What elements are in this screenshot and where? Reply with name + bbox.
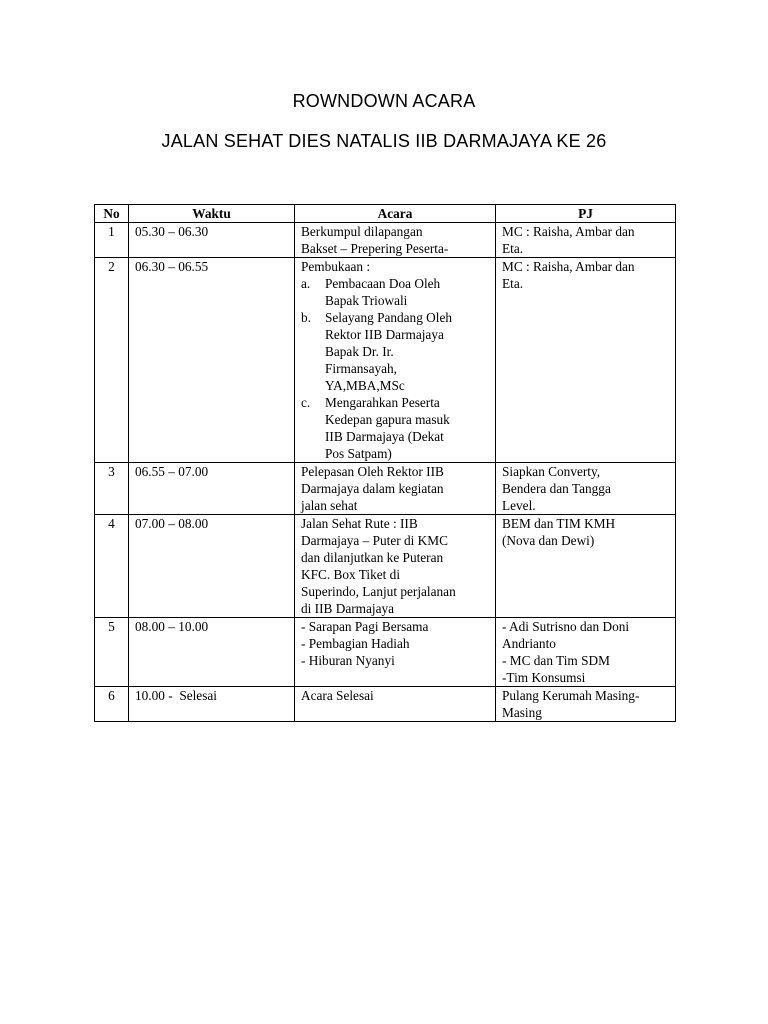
cell-line: Eta. bbox=[502, 276, 524, 291]
cell-line: di IIB Darmajaya bbox=[301, 601, 395, 616]
cell-pj bbox=[496, 515, 676, 618]
cell-line: Bapak Triowali bbox=[325, 293, 408, 308]
cell-line: -Tim Konsumsi bbox=[502, 670, 586, 685]
cell-line: Berkumpul dilapangan bbox=[301, 224, 423, 239]
list-item bbox=[301, 309, 489, 394]
cell-line: IIB Darmajaya (Dekat bbox=[325, 429, 444, 444]
cell-no: 3 bbox=[95, 463, 129, 515]
cell-line: - Sarapan Pagi Bersama bbox=[301, 619, 429, 634]
cell-acara bbox=[295, 223, 496, 258]
cell-line: Pembacaan Doa Oleh bbox=[325, 276, 441, 291]
list-marker: a. bbox=[301, 276, 311, 291]
table-header-row bbox=[95, 205, 676, 223]
cell-line: Andrianto bbox=[502, 636, 556, 651]
cell-waktu: 06.55 – 07.00 bbox=[129, 463, 295, 515]
table-row bbox=[95, 223, 676, 258]
cell-line: Jalan Sehat Rute : IIB bbox=[301, 516, 418, 531]
cell-line: Selayang Pandang Oleh bbox=[325, 310, 453, 325]
table-row bbox=[95, 258, 676, 463]
cell-line: YA,MBA,MSc bbox=[325, 378, 405, 393]
cell-line: Firmansayah, bbox=[325, 361, 398, 376]
cell-line: Level. bbox=[502, 498, 536, 513]
cell-line: Bakset – Prepering Peserta- bbox=[301, 241, 449, 256]
cell-line: Darmajaya – Puter di KMC bbox=[301, 533, 448, 548]
list-marker: c. bbox=[301, 395, 311, 410]
header-pj: PJ bbox=[496, 205, 676, 223]
table-row bbox=[95, 463, 676, 515]
cell-no: 1 bbox=[95, 223, 129, 258]
cell-line: Rektor IIB Darmajaya bbox=[325, 327, 444, 342]
cell-line: Superindo, Lanjut perjalanan bbox=[301, 584, 456, 599]
cell-line: Bendera dan Tangga bbox=[502, 481, 611, 496]
cell-acara bbox=[295, 618, 496, 687]
list-item bbox=[301, 394, 489, 462]
cell-line: Eta. bbox=[502, 241, 524, 256]
header-waktu: Waktu bbox=[129, 205, 295, 223]
cell-line: Pelepasan Oleh Rektor IIB bbox=[301, 464, 444, 479]
cell-line: Kedepan gapura masuk bbox=[325, 412, 450, 427]
cell-line: - Pembagian Hadiah bbox=[301, 636, 410, 651]
cell-pj bbox=[496, 687, 676, 722]
cell-waktu: 08.00 – 10.00 bbox=[129, 618, 295, 687]
cell-waktu: 10.00 - Selesai bbox=[129, 687, 295, 722]
cell-line: - MC dan Tim SDM bbox=[502, 653, 610, 668]
cell-line: MC : Raisha, Ambar dan bbox=[502, 259, 635, 274]
cell-waktu: 06.30 – 06.55 bbox=[129, 258, 295, 463]
cell-no: 6 bbox=[95, 687, 129, 722]
rundown-table bbox=[94, 204, 676, 722]
cell-line: jalan sehat bbox=[301, 498, 358, 513]
document-subtitle: JALAN SEHAT DIES NATALIS IIB DARMAJAYA KE 26 bbox=[161, 131, 607, 151]
table-row bbox=[95, 515, 676, 618]
document-title: ROWNDOWN ACARA bbox=[292, 91, 476, 111]
cell-line: - Adi Sutrisno dan Doni bbox=[502, 619, 630, 634]
cell-line: Bapak Dr. Ir. bbox=[325, 344, 394, 359]
cell-line: Masing bbox=[502, 705, 542, 720]
cell-line: KFC. Box Tiket di bbox=[301, 567, 401, 582]
cell-waktu: 07.00 – 08.00 bbox=[129, 515, 295, 618]
header-no: No bbox=[95, 205, 129, 223]
list-marker: b. bbox=[301, 310, 311, 325]
cell-pj bbox=[496, 258, 676, 463]
cell-line: Acara Selesai bbox=[301, 688, 374, 703]
cell-acara bbox=[295, 258, 496, 463]
cell-waktu: 05.30 – 06.30 bbox=[129, 223, 295, 258]
cell-line: MC : Raisha, Ambar dan bbox=[502, 224, 635, 239]
cell-acara bbox=[295, 515, 496, 618]
cell-pj bbox=[496, 463, 676, 515]
cell-line: BEM dan TIM KMH bbox=[502, 516, 616, 531]
table-row bbox=[95, 687, 676, 722]
cell-line: - Hiburan Nyanyi bbox=[301, 653, 395, 668]
cell-line: Siapkan Converty, bbox=[502, 464, 601, 479]
header-acara: Acara bbox=[295, 205, 496, 223]
cell-line: Pembukaan : bbox=[301, 259, 371, 274]
cell-line: Mengarahkan Peserta bbox=[325, 395, 440, 410]
cell-acara bbox=[295, 463, 496, 515]
cell-pj bbox=[496, 223, 676, 258]
cell-line: Pulang Kerumah Masing- bbox=[502, 688, 640, 703]
cell-line: Pos Satpam) bbox=[325, 446, 392, 461]
cell-acara bbox=[295, 687, 496, 722]
cell-no: 2 bbox=[95, 258, 129, 463]
cell-no: 5 bbox=[95, 618, 129, 687]
table-row bbox=[95, 618, 676, 687]
cell-line: dan dilanjutkan ke Puteran bbox=[301, 550, 444, 565]
cell-line: Darmajaya dalam kegiatan bbox=[301, 481, 444, 496]
list-item bbox=[301, 275, 489, 309]
acara-list bbox=[301, 275, 489, 462]
cell-no: 4 bbox=[95, 515, 129, 618]
cell-line: (Nova dan Dewi) bbox=[502, 533, 595, 548]
cell-pj bbox=[496, 618, 676, 687]
